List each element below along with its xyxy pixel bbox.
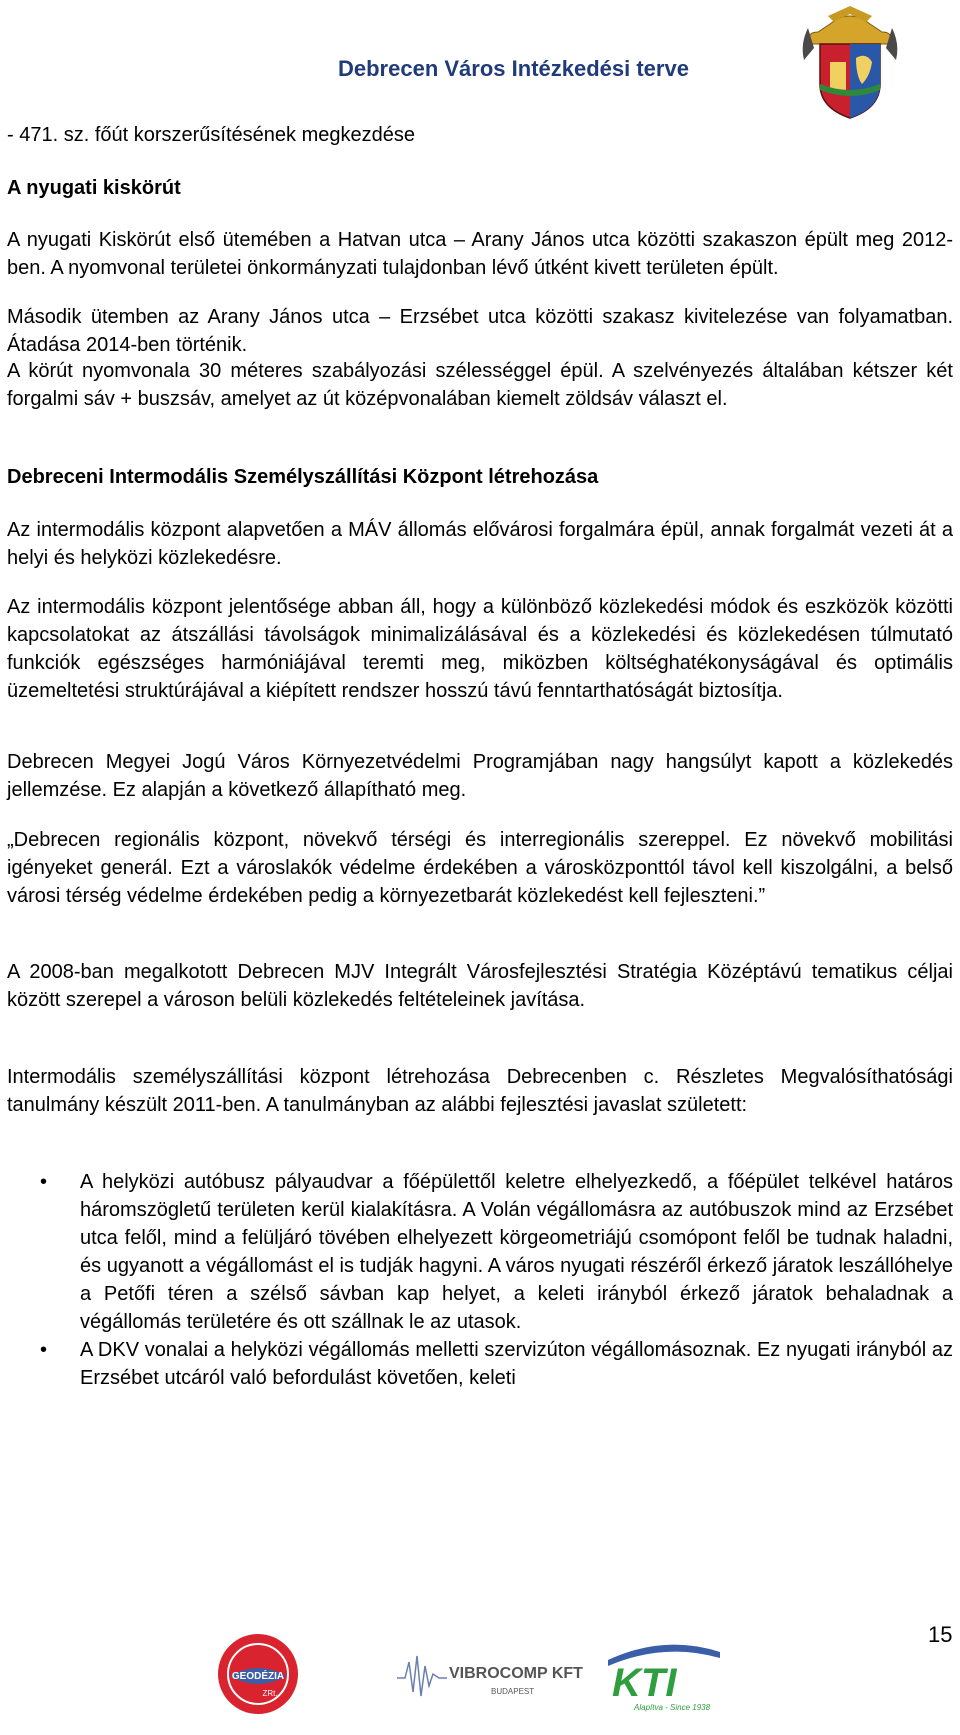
vibrocomp-logo-text: VIBROCOMP KFT [449,1665,583,1682]
geodezia-logo-text: GEODÉZIA [231,1671,285,1682]
bullet-icon: • [40,1171,48,1193]
list-item [7,1336,953,1392]
paragraph-quote-regional-center: „Debrecen regionális központ, növekvő térségi és interregionális szereppel. Ez növekvő mobilitási igényeket generál. Ezt a városlakók védelme érdekében a városközponttól távol kell kiszolgálni, a belső városi térség védelme érdekében pedig a környezetbarát közlekedést kell fejleszteni.” [7,829,953,907]
vibrocomp-logo [395,1648,585,1702]
list-item-text: A DKV vonalai a helyközi végállomás melletti szervizúton végállomásoznak. Ez nyugati irányból az Erzsébet utcáról való befordulást követően, keleti [80,1339,953,1389]
paragraph-development-strategy: A 2008-ban megalkotott Debrecen MJV Integrált Városfejlesztési Stratégia Középtávú tematikus céljai között szerepel a városon belüli közlekedés feltételeinek javítása. [7,961,953,1011]
bullet-icon: • [40,1339,48,1361]
paragraph-ring-road-first-stage: A nyugati Kiskörút első ütemében a Hatvan utca – Arany János utca közötti szakaszon épült meg 2012-ben. A nyomvonal területei önkormányzati tulajdonban lévő útként kivett területen épült. [7,229,953,279]
vibrocomp-logo-sub: BUDAPEST [491,1687,535,1696]
paragraph-road-471: - 471. sz. főút korszerűsítésének megkezdése [7,124,415,146]
paragraph-intermodal-importance: Az intermodális központ jelentősége abban áll, hogy a különböző közlekedési módok és eszközök közötti kapcsolatokat az átszállási távolságok minimalizálásával és a közlekedési és közlekedésen túlmutató funkciók egészséges harmóniájával teremti meg, miközben költséghatékonyságával és optimális üzemeltetési struktúrájával a kiépített rendszer hosszú távú fenntarthatóságát biztosítja. [7,596,953,702]
geodezia-logo-sub: ZRt. [262,1689,278,1698]
kti-logo-sub: Alapítva - Since 1938 [634,1703,711,1712]
paragraph-intermodal-basis: Az intermodális központ alapvetően a MÁV állomás elővárosi forgalmára épül, annak forgalmát vezeti át a helyi és helyközi közlekedésre. [7,519,953,569]
page-number: 15 [928,1622,953,1647]
header-title: Debrecen Város Intézkedési terve [338,56,689,81]
heading-western-ring-road: A nyugati kiskörút [7,177,181,199]
paragraph-ring-road-width: A körút nyomvonala 30 méteres szabályozási szélességgel épül. A szelvényezés általában kétszer két forgalmi sáv + buszsáv, amelyet az út középvonalában kiemelt zöldsáv választ el. [7,360,953,410]
paragraph-feasibility-study: Intermodális személyszállítási központ létrehozása Debrecenben c. Részletes Megvalósíthatósági tanulmány készült 2011-ben. A tanulmányban az alábbi fejlesztési javaslat született: [7,1066,953,1116]
list-item [7,1168,953,1336]
city-coat-of-arms [800,4,900,120]
list-item-text: A helyközi autóbusz pályaudvar a főépülettől keletre elhelyezkedő, a főépület telkével határos háromszögletű területen kerül kialakításra. A Volán végállomásra az autóbuszok mind az Erzsébet utca felől, mind a felüljáró tövében elhelyezett körgeometriájú csomópont felől be tudnak haladni, és ugyanott a végállomást el is tudják hagyni. A város nyugati részéről érkező járatok leszállóhelye a Petőfi téren a szélső sávban kap helyet, a keleti irányból érkező járatok behaladnak a végállomás területére és ott szállnak le az utasok. [80,1171,953,1333]
paragraph-ring-road-second-stage: Második ütemben az Arany János utca – Erzsébet utca közötti szakasz kivitelezése van folyamatban. Átadása 2014-ben történik. [7,306,953,356]
geodezia-logo [216,1632,300,1716]
heading-intermodal-center: Debreceni Intermodális Személyszállítási Központ létrehozása [7,466,599,488]
kti-logo [604,1630,722,1714]
proposal-bullet-list [7,1168,953,1392]
paragraph-environmental-program: Debrecen Megyei Jogú Város Környezetvédelmi Programjában nagy hangsúlyt kapott a közlekedés jellemzése. Ez alapján a következő állapítható meg. [7,751,953,801]
kti-logo-text: KTI [612,1661,677,1705]
